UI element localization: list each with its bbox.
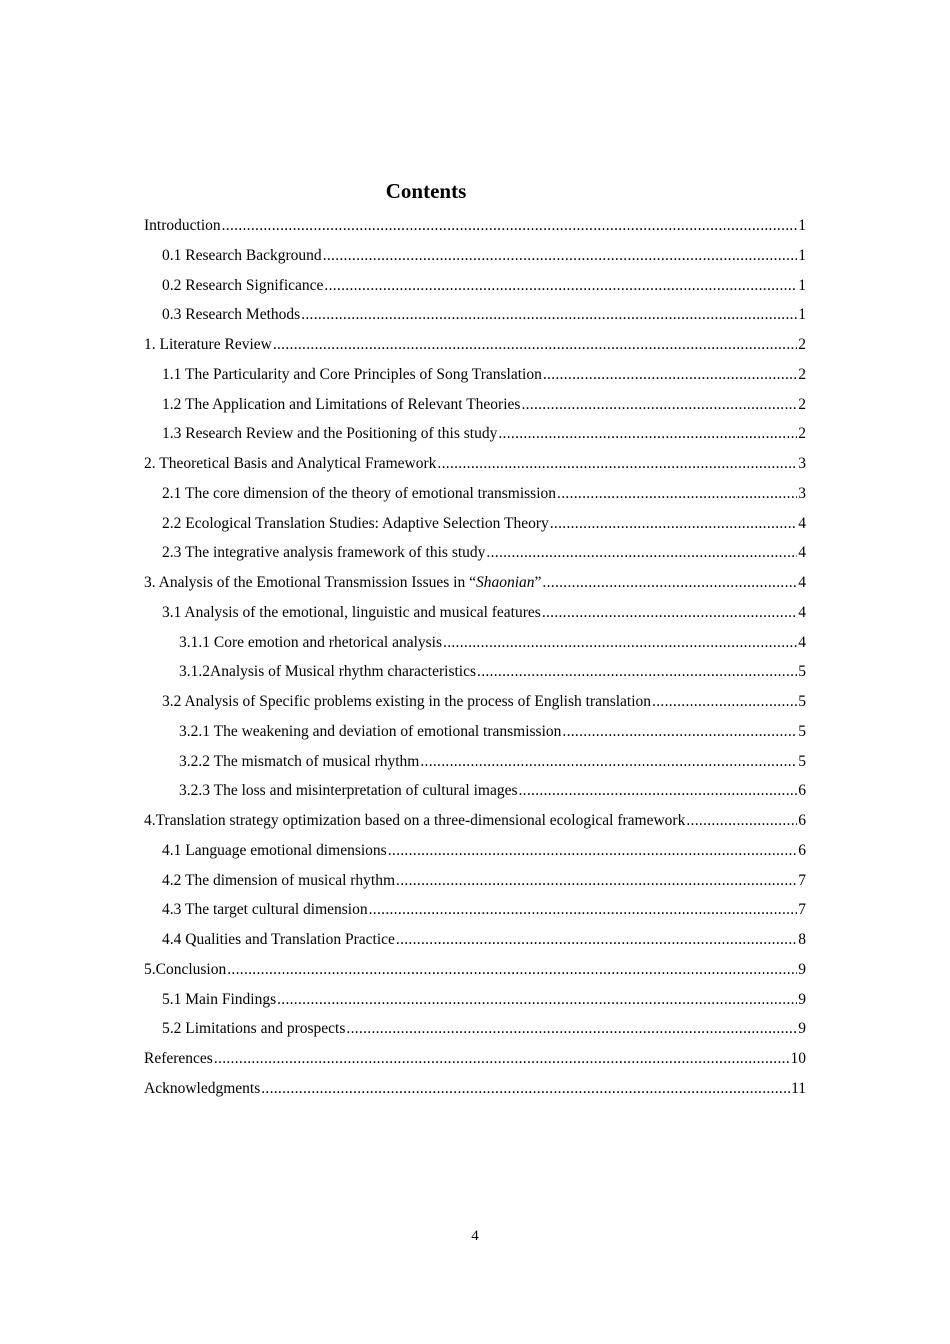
toc-entry[interactable] [144, 598, 806, 628]
toc-entry[interactable] [144, 866, 806, 896]
toc-entry-text: References [144, 1050, 213, 1067]
toc-entry[interactable] [144, 211, 806, 241]
toc-entry-title [162, 895, 368, 925]
toc-page-number: 10 [790, 1050, 806, 1067]
toc-page-number: 3 [798, 455, 806, 472]
toc-entry-title [144, 806, 685, 836]
toc-entry-text: 5.2 Limitations and prospects [162, 1020, 346, 1038]
toc-entry-title [144, 955, 226, 985]
toc-dot-leader [346, 1014, 797, 1044]
toc-entry-text: 3.2.2 The mismatch of musical rhythm [179, 752, 420, 770]
toc-entry[interactable] [144, 687, 806, 717]
toc-entry-text: 3.2.3 The loss and misinterpretation of cultural images [179, 782, 518, 800]
toc-entry-title [144, 1044, 213, 1074]
toc-entry-text: Acknowledgments [144, 1079, 261, 1097]
toc-page-number: 11 [791, 1079, 806, 1097]
toc-dot-leader [521, 390, 797, 420]
toc-dot-leader [323, 241, 798, 271]
toc-entry[interactable] [144, 360, 806, 390]
toc-entry[interactable] [144, 241, 806, 271]
toc-dot-leader [301, 300, 797, 330]
toc-dot-leader [652, 687, 797, 717]
toc-entry-text: 5.1 Main Findings [162, 990, 277, 1008]
toc-entry-title [179, 717, 561, 747]
toc-entry-text: 2.2 Ecological Translation Studies: Adaptive Selection Theory [162, 514, 549, 532]
toc-dot-leader [550, 509, 798, 539]
toc-page-number: 4 [798, 514, 806, 532]
toc-dot-leader [388, 836, 798, 866]
toc-entry-title [162, 538, 485, 568]
toc-entry-text: 3.1 Analysis of the emotional, linguistic and musical features [162, 603, 541, 621]
toc-entry-text: 1.2 The Application and Limitations of Relevant Theories [162, 395, 521, 413]
toc-entry[interactable] [144, 271, 806, 301]
toc-page-number: 7 [798, 871, 806, 889]
toc-entry-text: 0.2 Research Significance [162, 276, 324, 294]
toc-entry-title [162, 241, 322, 271]
toc-entry[interactable] [144, 776, 806, 806]
toc-entry[interactable] [144, 1044, 806, 1074]
toc-dot-leader [519, 776, 798, 806]
toc-page-number: 1 [798, 306, 806, 324]
toc-dot-leader [396, 925, 797, 955]
toc-dot-leader [222, 211, 798, 241]
toc-entry-text: 2. Theoretical Basis and Analytical Framework [144, 455, 437, 472]
toc-page-number: 5 [798, 752, 806, 770]
toc-page-number: 9 [798, 1020, 806, 1038]
toc-title: Contents [385, 179, 467, 203]
toc-dot-leader [324, 271, 797, 301]
toc-entry-title [179, 747, 419, 777]
toc-page-number: 2 [798, 336, 806, 353]
toc-entry[interactable] [144, 419, 806, 449]
toc-entry-title [162, 925, 395, 955]
toc-entry[interactable] [144, 836, 806, 866]
toc-page-number: 8 [798, 931, 806, 948]
toc-entry-italic: Shaonian [475, 574, 535, 591]
toc-entry[interactable] [144, 538, 806, 568]
toc-dot-leader [227, 955, 797, 985]
toc-page-number: 1 [798, 217, 806, 234]
toc-dot-leader [437, 449, 797, 479]
toc-entry-title [179, 776, 518, 806]
toc-entry-title [162, 360, 542, 390]
toc-page-number: 5 [798, 663, 806, 681]
toc-entry-title [144, 449, 436, 479]
toc-page-number: 5 [798, 693, 806, 710]
toc-entry[interactable] [144, 747, 806, 777]
toc-entry-title [144, 1074, 260, 1104]
toc-entry-title [162, 687, 651, 717]
toc-entry-title [162, 985, 276, 1015]
toc-entry[interactable] [144, 330, 806, 360]
toc-entry-text: 4.3 The target cultural dimension [162, 901, 368, 919]
page-number: 4 [471, 1228, 479, 1244]
toc-entry-text: Introduction [144, 217, 221, 234]
toc-entry[interactable] [144, 568, 806, 598]
toc-entry-text: 1. Literature Review [144, 336, 272, 353]
table-of-contents [144, 211, 806, 1104]
toc-page-number: 9 [798, 990, 806, 1008]
toc-entry-title [162, 479, 556, 509]
toc-page-number: 2 [798, 395, 806, 413]
toc-entry-text: 3.2.1 The weakening and deviation of emotional transmission [179, 722, 562, 740]
toc-dot-leader [420, 747, 797, 777]
toc-entry[interactable] [144, 479, 806, 509]
toc-entry-text: 5.Conclusion [144, 960, 227, 978]
toc-entry-title [162, 866, 395, 896]
toc-dot-leader [486, 538, 797, 568]
toc-entry-text: 2.1 The core dimension of the theory of emotional transmission [162, 484, 557, 502]
toc-page-number: 4 [798, 574, 806, 591]
toc-entry[interactable] [144, 955, 806, 985]
toc-dot-leader [443, 628, 797, 658]
toc-entry-title [179, 657, 476, 687]
toc-entry-text: 4.1 Language emotional dimensions [162, 841, 387, 859]
toc-dot-leader [557, 479, 797, 509]
toc-entry-title [144, 211, 221, 241]
toc-entry-title [162, 1014, 345, 1044]
toc-page-number: 2 [798, 425, 806, 443]
toc-entry-text: 4.4 Qualities and Translation Practice [162, 931, 395, 948]
toc-entry-text: 3. Analysis of the Emotional Transmission Issues in “ [144, 574, 476, 591]
toc-page-number: 1 [798, 276, 806, 294]
toc-entry-text: 1.1 The Particularity and Core Principles of Song Translation [162, 365, 542, 383]
toc-entry-text: 2.3 The integrative analysis framework of this study [162, 544, 486, 562]
toc-entry-text: 0.3 Research Methods [162, 306, 301, 324]
toc-page-number: 4 [798, 633, 806, 651]
toc-entry-title [144, 568, 541, 598]
toc-entry[interactable] [144, 1074, 806, 1104]
toc-entry[interactable] [144, 1014, 806, 1044]
toc-page-number: 3 [798, 484, 806, 502]
toc-entry[interactable] [144, 806, 806, 836]
toc-page-number: 2 [798, 365, 806, 383]
toc-entry-text: 1.3 Research Review and the Positioning of this study [162, 425, 498, 443]
toc-page-number: 4 [798, 544, 806, 562]
toc-entry-text: 3.1.1 Core emotion and rhetorical analysis [179, 633, 443, 651]
toc-dot-leader [214, 1044, 790, 1074]
toc-dot-leader [562, 717, 797, 747]
toc-page-number: 9 [798, 960, 806, 978]
toc-page-number: 6 [798, 841, 806, 859]
toc-entry-text: 3.2 Analysis of Specific problems existing in the process of English translation [162, 693, 652, 710]
toc-dot-leader [261, 1074, 790, 1104]
toc-entry-title [162, 390, 520, 420]
toc-dot-leader [542, 568, 797, 598]
toc-entry[interactable] [144, 657, 806, 687]
toc-dot-leader [542, 598, 797, 628]
toc-page-number: 7 [798, 901, 806, 919]
toc-entry-title [162, 509, 549, 539]
toc-entry-text: 4.2 The dimension of musical rhythm [162, 871, 396, 889]
toc-entry-title [179, 628, 442, 658]
toc-entry[interactable] [144, 390, 806, 420]
toc-entry-title [162, 598, 541, 628]
toc-entry[interactable] [144, 985, 806, 1015]
toc-entry[interactable] [144, 717, 806, 747]
toc-entry-text: 4.Translation strategy optimization based on a three-dimensional ecological framework [144, 812, 686, 829]
toc-entry-title [162, 300, 300, 330]
toc-entry[interactable] [144, 300, 806, 330]
toc-entry-suffix: ” [534, 574, 542, 591]
toc-dot-leader [543, 360, 797, 390]
toc-entry[interactable] [144, 628, 806, 658]
toc-page-number: 6 [798, 812, 806, 829]
toc-page-number: 1 [798, 246, 806, 264]
toc-entry[interactable] [144, 509, 806, 539]
toc-entry-title [162, 419, 497, 449]
toc-entry-text: 0.1 Research Background [162, 246, 322, 264]
toc-dot-leader [369, 895, 798, 925]
toc-dot-leader [396, 866, 797, 896]
toc-entry[interactable] [144, 449, 806, 479]
toc-entry-title [162, 271, 323, 301]
toc-dot-leader [477, 657, 797, 687]
toc-entry-text: 3.1.2Analysis of Musical rhythm characteristics [179, 663, 477, 681]
toc-page-number: 4 [798, 603, 806, 621]
toc-page-number: 5 [798, 722, 806, 740]
toc-page-number: 6 [798, 782, 806, 800]
toc-entry-title [144, 330, 272, 360]
toc-dot-leader [277, 985, 797, 1015]
toc-dot-leader [273, 330, 797, 360]
toc-entry[interactable] [144, 925, 806, 955]
toc-dot-leader [498, 419, 797, 449]
toc-dot-leader [686, 806, 797, 836]
toc-entry[interactable] [144, 895, 806, 925]
toc-entry-title [162, 836, 387, 866]
